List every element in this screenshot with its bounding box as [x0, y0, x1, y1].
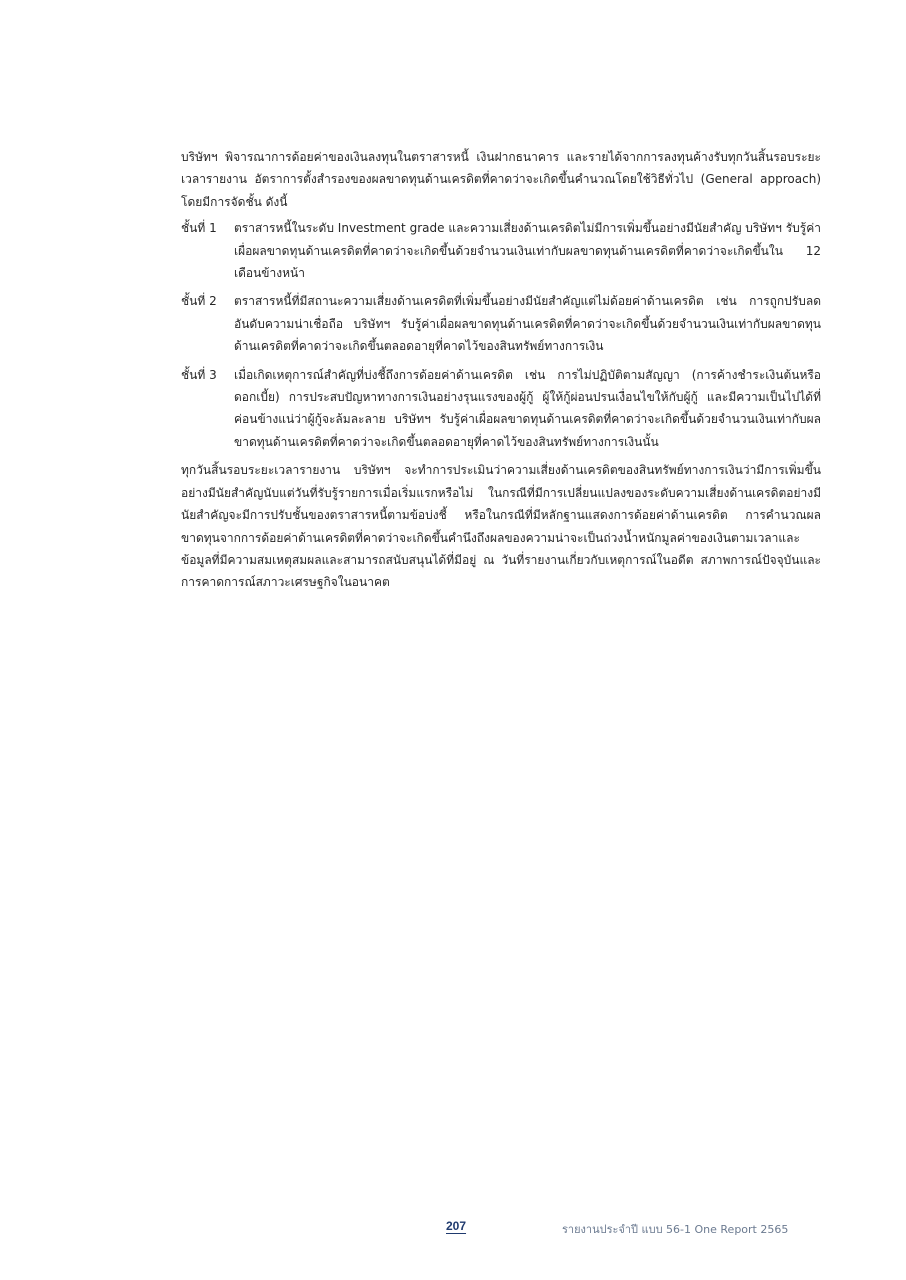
- stage-label: ชั้นที่ 1: [181, 221, 217, 236]
- stage-label: ชั้นที่ 2: [181, 294, 217, 309]
- credit-stage-2: [181, 290, 821, 357]
- report-title: รายงานประจำปี แบบ 56-1 One Report 2565: [562, 1223, 789, 1236]
- stage-description: เมื่อเกิดเหตุการณ์สำคัญที่บ่งชี้ถึงการด้อยค่าด้านเครดิต เช่น การไม่ปฏิบัติตามสัญญา (การค้างชำระเงินต้นหรือดอกเบี้ย) การประสบปัญหาทางการเงินอย่างรุนแรงของผู้กู้ ผู้ให้กู้ผ่อนปรนเงื่อนไขให้กับผู้กู้ และมีความเป็นไปได้ที่ค่อนข้างแน่ว่าผู้กู้จะล้มละลาย บริษัทฯ รับรู้ค่าเผื่อผลขาดทุนด้านเครดิตที่คาดว่าจะเกิดขึ้นด้วยจำนวนเงินเท่ากับผลขาดทุนด้านเครดิตที่คาดว่าจะเกิดขึ้นตลอดอายุที่คาดไว้ของสินทรัพย์ทางการเงินนั้น: [234, 367, 821, 449]
- credit-stage-3: [181, 364, 821, 454]
- stage-description: ตราสารหนี้ที่มีสถานะความเสี่ยงด้านเครดิตที่เพิ่มขึ้นอย่างมีนัยสำคัญแต่ไม่ด้อยค่าด้านเครดิต เช่น การถูกปรับลดอันดับความน่าเชื่อถือ บริษัทฯ รับรู้ค่าเผื่อผลขาดทุนด้านเครดิตที่คาดว่าจะเกิดขึ้นด้วยจำนวนเงินเท่ากับผลขาดทุนด้านเครดิตที่คาดว่าจะเกิดขึ้นตลอดอายุที่คาดไว้ของสินทรัพย์ทางการเงิน: [234, 294, 821, 354]
- closing-paragraph: ทุกวันสิ้นรอบระยะเวลารายงาน บริษัทฯ จะทำการประเมินว่าความเสี่ยงด้านเครดิตของสินทรัพย์ทางการเงินว่ามีการเพิ่มขึ้นอย่างมีนัยสำคัญนับแต่วันที่รับรู้รายการเมื่อเริ่มแรกหรือไม่ ในกรณีที่มีการเปลี่ยนแปลงของระดับความเสี่ยงด้านเครดิตอย่างมีนัยสำคัญจะมีการปรับชั้นของตราสารหนี้ตามข้อบ่งชี้ หรือในกรณีที่มีหลักฐานแสดงการด้อยค่าด้านเครดิต การคำนวณผลขาดทุนจากการด้อยค่าด้านเครดิตที่คาดว่าจะเกิดขึ้นคำนึงถึงผลของความน่าจะเป็นถ่วงน้ำหนักมูลค่าของเงินตามเวลาและข้อมูลที่มีความสมเหตุสมผลและสามารถสนับสนุนได้ที่มีอยู่ ณ วันที่รายงานเกี่ยวกับเหตุการณ์ในอดีต สภาพการณ์ปัจจุบันและการคาดการณ์สภาวะเศรษฐกิจในอนาคต: [181, 463, 821, 590]
- document-body: [181, 146, 821, 598]
- stage-description: ตราสารหนี้ในระดับ Investment grade และความเสี่ยงด้านเครดิตไม่มีการเพิ่มขึ้นอย่างมีนัยสำคัญ บริษัทฯ รับรู้ค่าเผื่อผลขาดทุนด้านเครดิตที่คาดว่าจะเกิดขึ้นด้วยจำนวนเงินเท่ากับผลขาดทุนด้านเครดิตที่คาดว่าจะเกิดขึ้นใน 12 เดือนข้างหน้า: [234, 221, 821, 281]
- page-number: 207: [446, 1219, 467, 1233]
- stage-label: ชั้นที่ 3: [181, 367, 217, 382]
- credit-stage-1: [181, 217, 821, 284]
- intro-paragraph: บริษัทฯ พิจารณาการด้อยค่าของเงินลงทุนในตราสารหนี้ เงินฝากธนาคาร และรายได้จากการลงทุนค้างรับทุกวันสิ้นรอบระยะเวลารายงาน อัตราการตั้งสำรองของผลขาดทุนด้านเครดิตที่คาดว่าจะเกิดขึ้นคำนวณโดยใช้วิธีทั่วไป (General approach) โดยมีการจัดชั้น ดังนี้: [181, 150, 821, 209]
